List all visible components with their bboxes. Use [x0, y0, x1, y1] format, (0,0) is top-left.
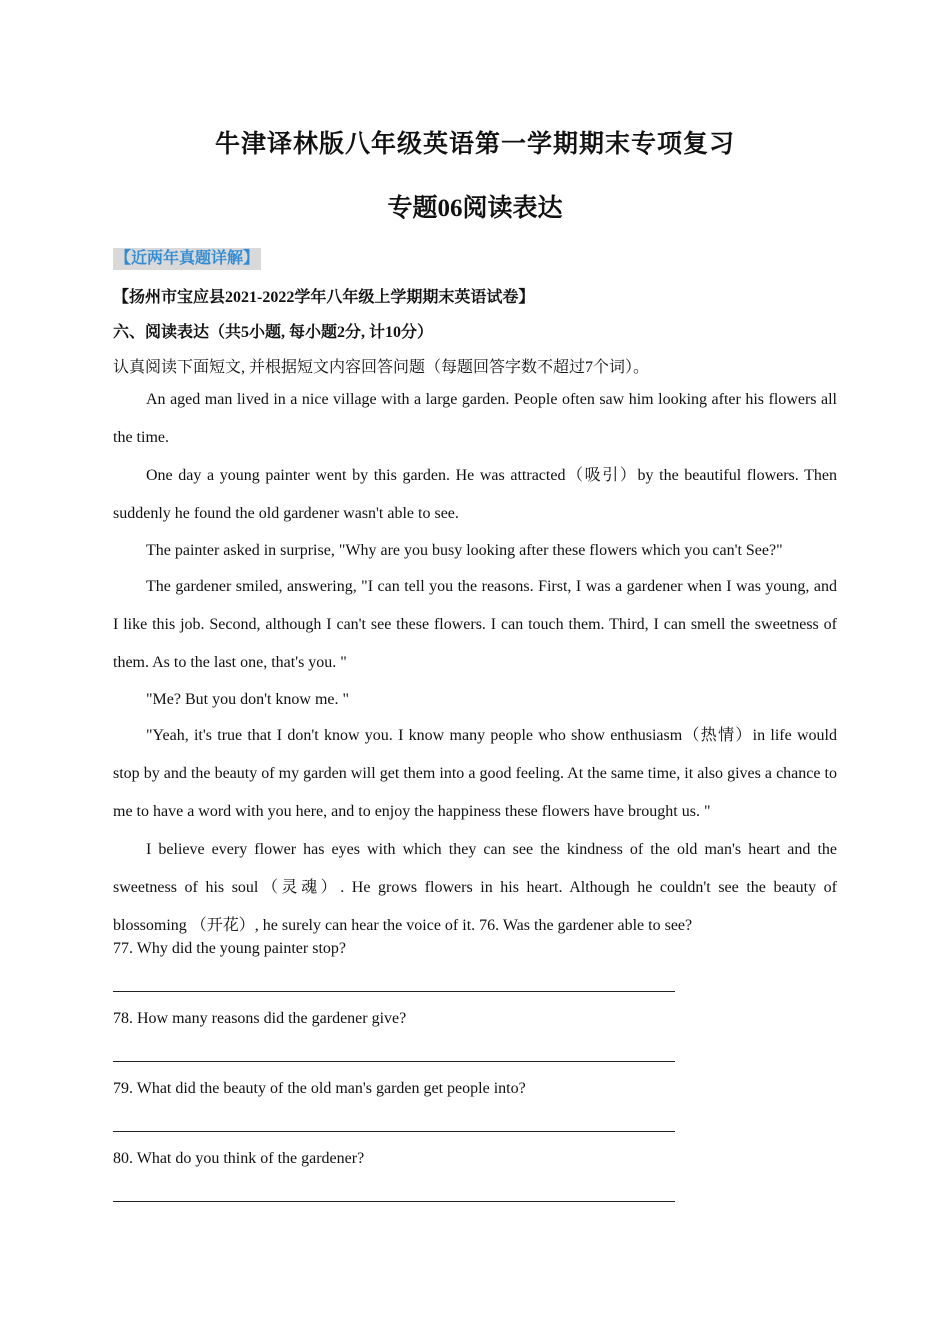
question-78: 78. How many reasons did the gardener give?	[113, 1010, 407, 1027]
paragraph: "Me? But you don't know me. "	[146, 691, 350, 708]
answer-line-77[interactable]	[113, 991, 675, 992]
answer-line-80[interactable]	[113, 1201, 675, 1202]
section-tag: 【近两年真题详解】	[113, 248, 261, 270]
paragraph: "Yeah, it's true that I don't know you. I know many people who show enthusiasm（热情）in life would stop by and the beauty of my garden will get them into a good feeling. At the same time, it also gives a chance to me to have a word with you here, and to enjoy the happiness these flowers have brought us. "	[113, 727, 837, 820]
exam-source: 【扬州市宝应县2021-2022学年八年级上学期期末英语试卷】	[113, 289, 535, 306]
question-79: 79. What did the beauty of the old man's garden get people into?	[113, 1080, 526, 1097]
paragraph: An aged man lived in a nice village with a large garden. People often saw him looking after his flowers all the time.	[113, 391, 837, 446]
page-title: 牛津译林版八年级英语第一学期期末专项复习	[214, 131, 735, 158]
paragraph: The gardener smiled, answering, "I can tell you the reasons. First, I was a gardener when I was young, and I like this job. Second, although I can't see these flowers. I can touch them. Third, I can smell the sweetness of them. As to the last one, that's you. "	[113, 578, 837, 671]
instruction: 认真阅读下面短文, 并根据短文内容回答问题（每题回答字数不超过7个词）。	[113, 359, 650, 376]
question-77: 77. Why did the young painter stop?	[113, 940, 346, 957]
page-subtitle: 专题06阅读表达	[387, 195, 563, 222]
question-80: 80. What do you think of the gardener?	[113, 1150, 365, 1167]
paragraph: The painter asked in surprise, "Why are you busy looking after these flowers which you can't See?"	[146, 542, 783, 559]
answer-line-78[interactable]	[113, 1061, 675, 1062]
reading-passage	[113, 381, 837, 945]
answer-line-79[interactable]	[113, 1131, 675, 1132]
paragraph: One day a young painter went by this garden. He was attracted（吸引）by the beautiful flowers. Then suddenly he found the old gardener wasn't able to see.	[113, 467, 837, 522]
section-heading: 六、阅读表达（共5小题, 每小题2分, 计10分）	[113, 324, 434, 341]
paragraph: I believe every flower has eyes with which they can see the kindness of the old man's heart and the sweetness of his soul（灵魂）. He grows flowers in his heart. Although he couldn't see the beauty of blossoming （开花）, he surely can hear the voice of it. 76. Was the gardener able to see?	[113, 841, 837, 934]
